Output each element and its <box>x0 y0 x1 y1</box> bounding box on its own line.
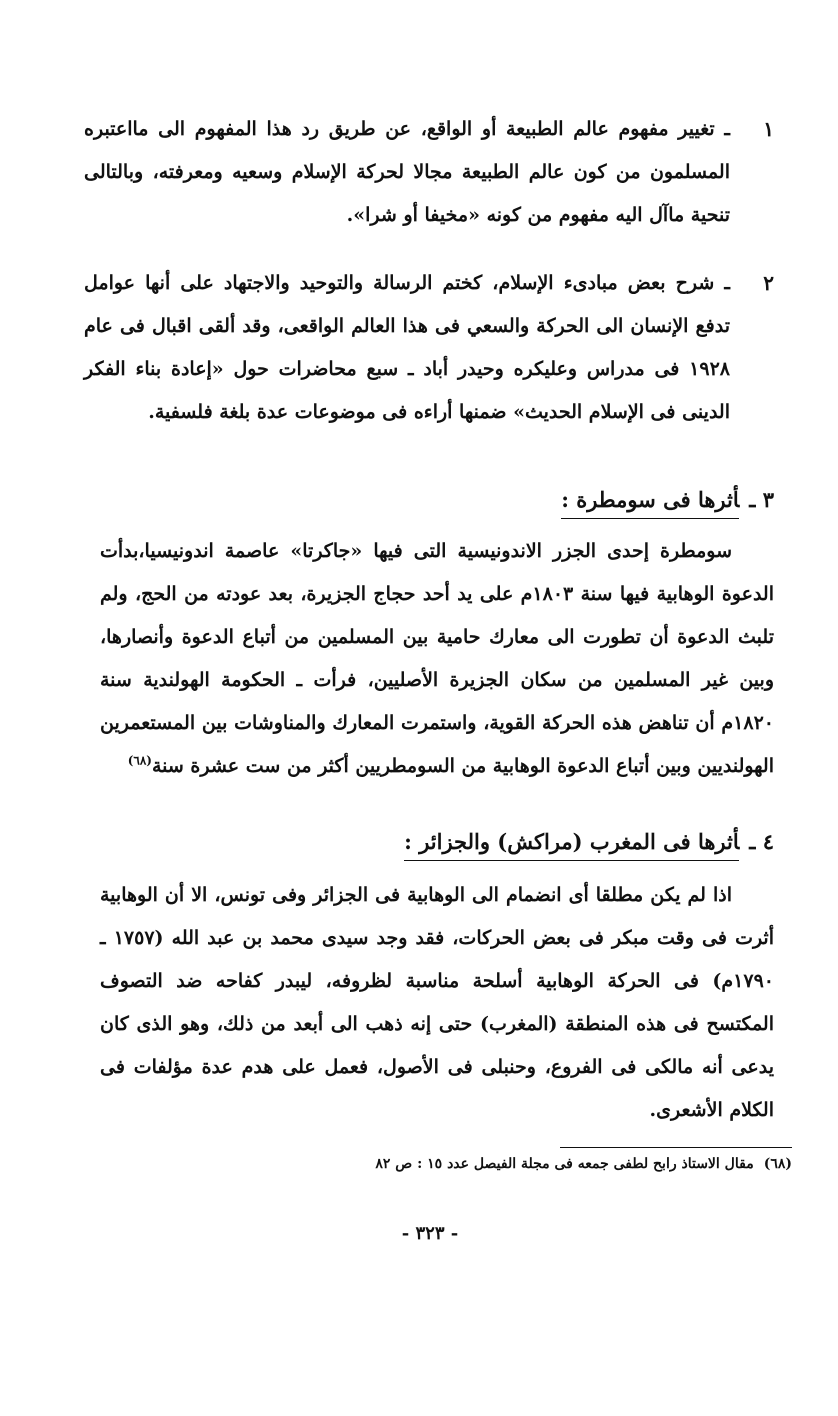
list-item-text: ـ تغيير مفهوم عالم الطبيعة أو الواقع، عن طريق رد هذا المفهوم الى مااعتبره المسلمون من كون عالم الطبيعة مجالا لحركة الإسلام وسعيه ومعرفته، وبالتالى تنحية ماآل اليه مفهوم من كونه «مخيفا أو شرا». <box>84 118 730 226</box>
footnote-text: مقال الاستاذ رابح لطفى جمعه فى مجلة الفيصل عدد ١٥ : ص ٨٢ <box>375 1156 754 1172</box>
page-number: - ٣٢٣ - <box>401 1223 459 1244</box>
footnote-number: (٦٨) <box>763 1156 792 1172</box>
list-item-text: ـ شرح بعض مبادىء الإسلام، كختم الرسالة والتوحيد والاجتهاد على أنها عوامل تدفع الإنسان الى الحركة والسعي فى هذا العالم الواقعى، وقد ألقى اقبال فى عام ١٩٢٨ فى مدراس وعليكره وحيدر أباد ـ سبع محاضرات حول «إعادة بناء الفكر الدينى فى الإسلام الحديث» ضمنها أراءه فى موضوعات عدة بلغة فلسفية. <box>84 272 730 423</box>
list-item-number: ١ <box>763 117 774 141</box>
footnote-separator <box>560 1147 792 1148</box>
list-item-2 <box>84 262 774 434</box>
footnote <box>375 1152 792 1176</box>
section-title: أثرها فى سومطرة : <box>561 487 739 519</box>
list-item-number: ٢ <box>763 271 774 295</box>
section-heading-maghreb <box>404 822 774 862</box>
section-title: أثرها فى المغرب (مراكش) والجزائر : <box>404 829 739 861</box>
section-body-sumatra: سومطرة إحدى الجزر الاندونيسية التى فيها «جاكرتا» عاصمة اندونيسيا،بدأت الدعوة الوهابية فيها سنة ١٨٠٣م على يد أحد حجاج الجزيرة، بعد عودته من الحج، ولم تلبث الدعوة أن تطورت الى معارك حامية بين المسلمين من أتباع الدعوة وأنصارها، وبين غير المسلمين من سكان الجزيرة الأصليين، فرأت ـ الحكومة الهولندية سنة ١٨٢٠م أن تناهض هذه الحركة القوية، واستمرت المعارك والمناوشات بين المستعمرين الهولنديين وبين أتباع الدعوة الوهابية من السومطريين أكثر من ست عشرة سنة$^{(٦٨)}$ <box>100 540 774 777</box>
section-number: ٤ ـ <box>749 829 774 854</box>
section-body-maghreb: اذا لم يكن مطلقا أى انضمام الى الوهابية فى الجزائر وفى تونس، الا أن الوهابية أثرت فى وقت مبكر فى بعض الحركات، فقد وجد سيدى محمد بن عبد الله (١٧٥٧ ـ ١٧٩٠م) فى الحركة الوهابية أسلحة مناسبة لظروفه، ليبدر كفاحه ضد التصوف المكتسح فى هذه المنطقة (المغرب) حتى إنه ذهب الى أبعد من ذلك، وهو الذى كان يدعى أنه مالكى فى الفروع، وحنبلى فى الأصول، فعمل على هدم عدة مؤلفات فى الكلام الأشعرى. <box>100 884 775 1121</box>
section-number: ٣ ـ <box>749 487 774 512</box>
footnote-reference: (٦٨) <box>127 753 152 768</box>
section-heading-sumatra <box>561 480 774 520</box>
list-item-1 <box>84 108 774 237</box>
